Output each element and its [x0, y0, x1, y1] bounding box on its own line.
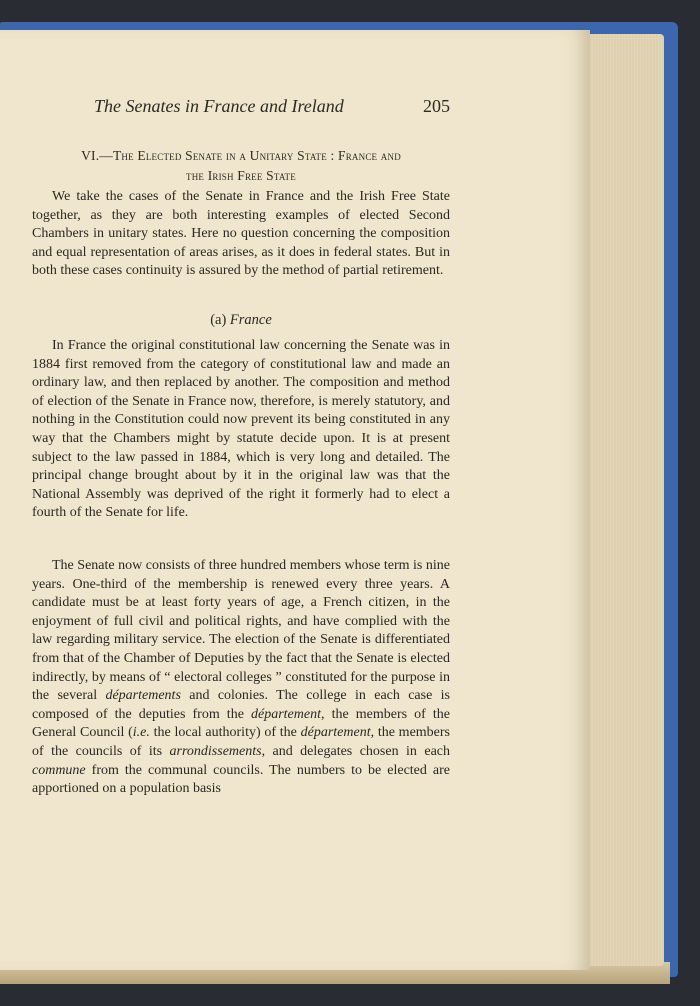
subheading-france [32, 312, 450, 329]
section-heading-line1: VI.—The Elected Senate in a Unitary State : France and [81, 148, 401, 163]
p3-seg-f: , and delegates chosen in each [261, 743, 450, 759]
p3-seg-g: from the communal councils. The numbers to be elected are apportioned on a population basis [32, 762, 450, 797]
running-head-title: The Senates in France and Ireland [94, 96, 344, 116]
running-head [32, 96, 450, 120]
page-number: 205 [423, 96, 450, 116]
p3-em-4: département [300, 725, 371, 741]
subheading-label: (a) [210, 312, 230, 328]
paragraph-1-text: We take the cases of the Senate in France and the Irish Free State together, as they are both interesting examples of elected Second Chambers in unitary states. Here no question concerning the composition and equal representation of areas arises, as it does in federal states. But in both these cases continuity is assured by the method of partial retirement. [32, 189, 450, 279]
p3-seg-d: the local authority) of the [149, 725, 301, 741]
p3-em-2: département [251, 706, 321, 722]
section-heading-line2: the Irish Free State [186, 168, 296, 183]
p3-seg-b: and colonies. The college in each case is composed of the deputies from the [32, 688, 451, 722]
subheading-name: France [229, 312, 272, 328]
p3-em-3: i.e. [132, 725, 150, 741]
paragraph-3 [32, 557, 450, 799]
paragraph-2 [32, 337, 450, 523]
section-heading [32, 146, 450, 186]
paragraph-2-text: In France the original constitutional law concerning the Senate was in 1884 first removed from the category of constitutional law and made an ordinary law, and then replaced by another. The composition and method of election of the Senate in France now, therefore, is merely statutory, and nothing in the Constitution could now prevent its being constituted in any way that the Chambers might by statute decide upon. It is at present subject to the law passed in 1884, which is very long and detailed. The principal change brought about by it in the original law was that the National Assembly was deprived of the right it formerly had to elect a fourth of the Senate for life. [32, 338, 450, 521]
p3-em-6: commune [32, 762, 86, 778]
p3-seg-c: , the members of the General Council ( [32, 706, 450, 741]
p3-seg-a: The Senate now consists of three hundred members whose term is nine years. One-third of the membership is renewed every three years. A candidate must be at least forty years of age, a French citizen, in the enjoyment of full civil and political rights, and have complied with the law regarding military service. The election of the Senate is differentiated from that of the Chamber of Deputies by the fact that the Senate is elected indirectly, by means of “ electoral colleges ” constituted for the purpose in the several [32, 558, 450, 704]
paragraph-1 [32, 188, 450, 281]
p3-seg-e: , the members of the councils of its [32, 725, 450, 759]
p3-em-5: arrondissements [169, 743, 262, 759]
paragraph-3-text [32, 557, 450, 799]
p3-em-1: départements [105, 688, 181, 704]
